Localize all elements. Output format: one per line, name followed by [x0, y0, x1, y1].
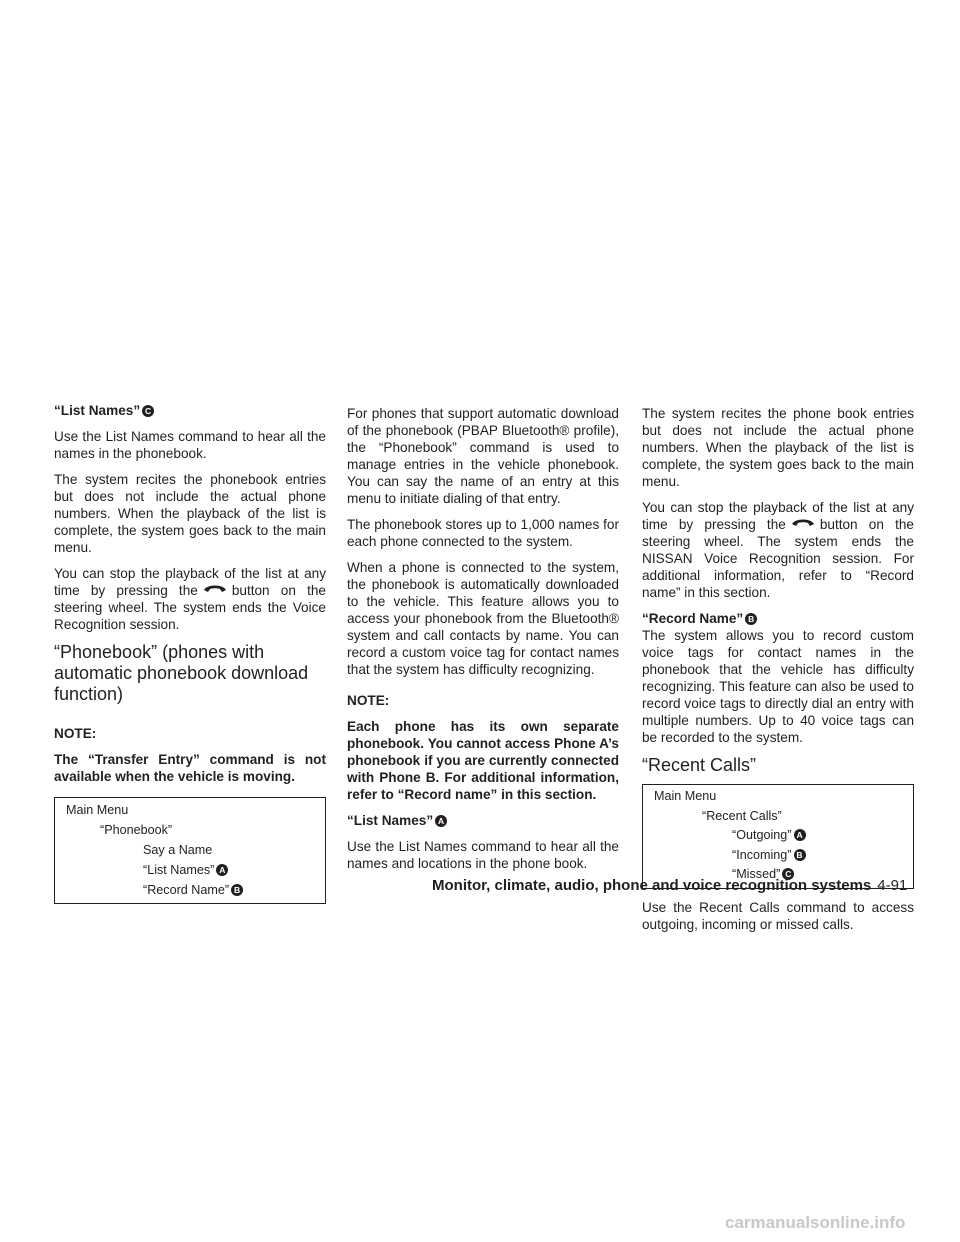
menu-item-main: Main Menu	[66, 803, 129, 817]
note-label: NOTE:	[54, 726, 97, 741]
menu-item-missed: “Missed” C	[654, 865, 913, 885]
paragraph: Use the List Names command to hear all the names in the phonebook.	[54, 429, 326, 461]
paragraph: Use the List Names command to hear all the names and locations in the phone book.	[347, 839, 619, 871]
page-number: 4-91	[877, 877, 908, 894]
menu-item-recent-calls: “Recent Calls”	[702, 808, 782, 823]
section-heading: “Recent Calls”	[642, 755, 757, 775]
menu-item-phonebook: “Phonebook”	[100, 823, 173, 837]
circled-c-icon: C	[782, 868, 794, 880]
circled-b-icon: B	[794, 849, 806, 861]
paragraph: Use the Recent Calls command to access outgoing, incoming or missed calls.	[642, 899, 914, 932]
paragraph: For phones that support automatic download of the phonebook (PBAP Bluetooth® profile), the “Phonebook” command is used to manage entries in the vehicle phonebook. You can say the name of an entry at this menu to initiate dialing of that entry.	[347, 406, 619, 506]
circled-c-icon: C	[142, 405, 154, 417]
note-text: The “Transfer Entry” command is not available when the vehicle is moving.	[54, 752, 326, 784]
phone-hangup-icon	[202, 583, 228, 593]
note-text: Each phone has its own separate phonebook. You cannot access Phone A’s phonebook if you are currently connected with Phone B. For additional information, refer to “Record name” in this section.	[347, 719, 619, 802]
menu-item-incoming: “Incoming” B	[654, 846, 913, 866]
paragraph: When a phone is connected to the system, the phonebook is automatically downloaded to the vehicle. This feature allows you to access your phonebook from the Bluetooth® system and call contacts by name. You can record a custom voice tag for contact names that the system has difficulty recognizing.	[347, 560, 619, 677]
circled-b-icon: B	[745, 613, 757, 625]
column-3	[642, 405, 914, 942]
menu-item-main: Main Menu	[654, 789, 717, 803]
column-2	[347, 405, 619, 881]
record-name-heading: “Record Name” B	[642, 610, 914, 627]
paragraph: You can stop the playback of the list at any time by pressing the button on the steering wheel. The system ends the Voice Recognition session.	[54, 566, 326, 632]
footer-section-title: Monitor, climate, audio, phone and voice recognition systems	[432, 877, 872, 894]
paragraph: The phonebook stores up to 1,000 names for each phone connected to the system.	[347, 517, 619, 549]
paragraph: The system allows you to record custom voice tags for contact names in the phonebook that the vehicle has difficulty recognizing. This feature can also be used to record voice tags to directly dial an entry with multiple numbers. Up to 40 voice tags can be recorded to the system.	[642, 628, 914, 745]
menu-tree-box	[54, 797, 326, 904]
note-label: NOTE:	[347, 693, 390, 708]
paragraph: You can stop the playback of the list at any time by pressing the button on the steering wheel. The system ends the NISSAN Voice Recognition session. For additional information, refer to “Record name” in this section.	[642, 500, 914, 600]
paragraph: The system recites the phonebook entries but does not include the actual phone numbers. When the playback of the list is complete, the system goes back to the main menu.	[54, 472, 326, 555]
paragraph: The system recites the phone book entries but does not include the actual phone numbers. When the playback of the list is complete, the system goes back to the main menu.	[642, 406, 914, 489]
menu-tree-box	[642, 784, 914, 889]
list-names-heading: “List Names” A	[347, 812, 619, 829]
phone-hangup-icon	[790, 517, 816, 527]
circled-a-icon: A	[435, 815, 447, 827]
menu-item-record-name: “Record Name” B	[66, 880, 325, 900]
menu-item-outgoing: “Outgoing” A	[654, 826, 913, 846]
circled-b-icon: B	[231, 884, 243, 896]
list-names-heading: “List Names” C	[54, 402, 326, 419]
watermark: carmanualsonline.info	[725, 1213, 906, 1232]
section-heading: “Phonebook” (phones with automatic phonebook download function)	[54, 642, 309, 704]
menu-item-say-name: Say a Name	[143, 843, 213, 857]
circled-a-icon: A	[794, 829, 806, 841]
menu-item-list-names: “List Names” A	[66, 860, 325, 880]
column-1	[54, 402, 326, 914]
page-footer	[432, 877, 907, 894]
circled-a-icon: A	[216, 864, 228, 876]
